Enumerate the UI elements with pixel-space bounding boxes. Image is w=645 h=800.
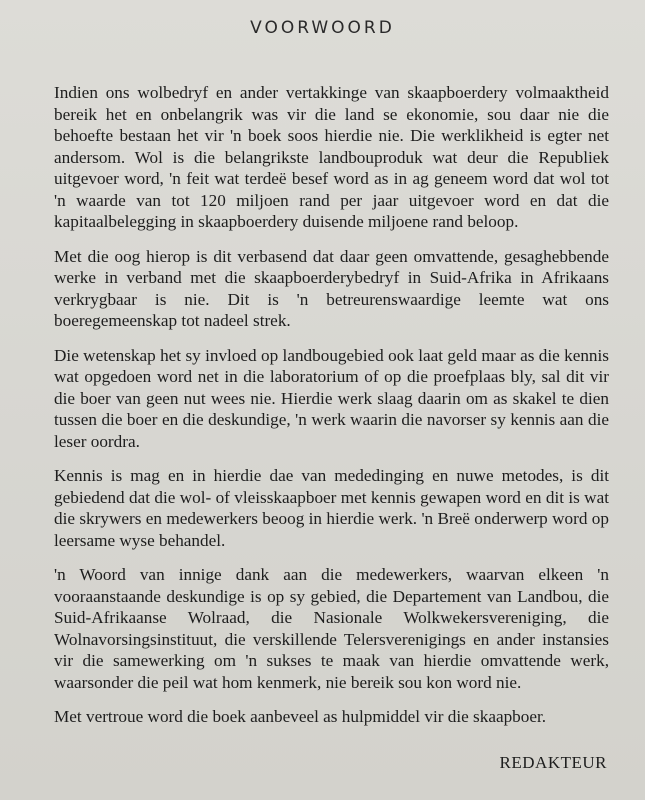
page-title: VOORWOORD [250, 18, 395, 38]
paragraph-4: Kennis is mag en in hierdie dae van mededinging en nuwe metodes, is dit gebiedend dat die wol- of vleisskaapboer met kennis gewapen word en dit is wat die skrywers en medewerkers beoog in hierdie werk. 'n Breë onderwerp word op leersame wyse behandel. [54, 466, 609, 550]
paragraph-2: Met die oog hierop is dit verbasend dat daar geen omvattende, gesaghebbende werke in verband met die skaapboerderybedryf in Suid-Afrika in Afrikaans verkrygbaar is nie. Dit is 'n betreurenswaardige leemte wat ons boeregemeenskap tot nadeel strek. [54, 246, 609, 330]
paragraph-6: Met vertroue word die boek aanbeveel as hulpmiddel vir die skaapboer. [54, 707, 547, 726]
foreword-body [54, 82, 609, 741]
paragraph-5: 'n Woord van innige dank aan die medewerkers, waarvan elkeen 'n vooraanstaande deskundige is op sy gebied, die Departement van Landbou, die Suid-Afrikaanse Wolraad, die Nasionale Wolkwekersvereniging, die Wolnavorsingsinstituut, die verskillende Telersverenigings en ander instansies vir die samewerking om 'n sukses te maak van hierdie omvattende werk, waarsonder die peil wat hom kenmerk, nie bereik sou kon word nie. [54, 565, 609, 692]
paragraph-1: Indien ons wolbedryf en ander vertakkinge van skaapboerdery volmaaktheid bereik het en onbelangrik was vir die land se ekonomie, sou daar nie die behoefte bestaan het vir 'n boek soos hierdie nie. Die werklikheid is egter net andersom. Wol is die belangrikste landbouproduk wat deur die Republiek uitgevoer word, 'n feit wat terdeë besef word as in ag geneem word dat wol tot 'n waarde van tot 120 miljoen rand per jaar uitgevoer word en dat die kapitaalbelegging in skaapboerdery duisende miljoene rand beloop. [54, 83, 609, 231]
signature: REDAKTEUR [499, 753, 607, 772]
paragraph-3: Die wetenskap het sy invloed op landbougebied ook laat geld maar as die kennis wat opgedoen word net in die laboratorium of op die proefplaas bly, sal dit vir die boer van geen nut wees nie. Hierdie werk slaag daarin om as skakel te dien tussen die boer en die deskundige, 'n werk waarin die navorser sy kennis aan die leser oordra. [54, 345, 609, 451]
